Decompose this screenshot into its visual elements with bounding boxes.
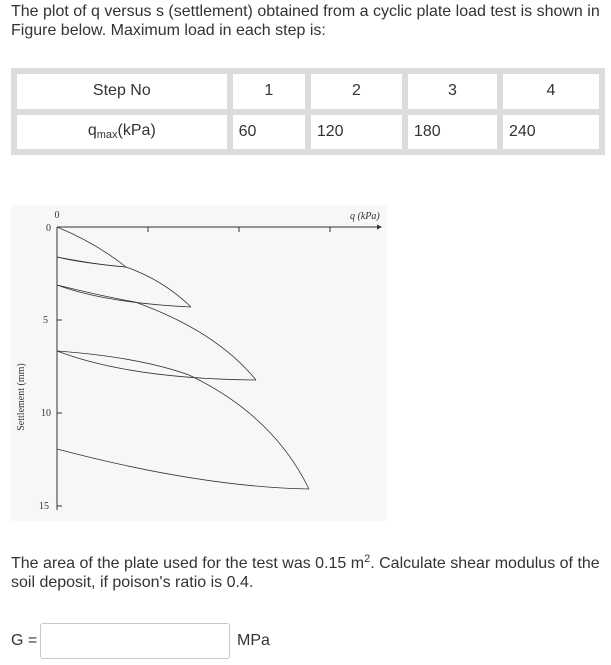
intro-text: The plot of q versus s (settlement) obtained from a cyclic plate load test is shown in Figure below. Maximum load in each step is: — [11, 3, 600, 39]
x-tick-label: 0 — [54, 210, 60, 221]
question-text-part: . Calculate shear modulus of the soil deposit, if poison's ratio is 0.4. — [11, 555, 600, 591]
step-cell: 1 — [230, 71, 308, 112]
qmax-subscript: max — [96, 129, 118, 142]
qmax-symbol: q — [87, 122, 97, 140]
y-tick-label: 5 — [43, 315, 48, 326]
y-tick-label: 10 — [41, 408, 51, 419]
answer-label: G = — [11, 632, 38, 649]
answer-row — [11, 623, 311, 661]
settlement-figure — [11, 205, 387, 521]
question-text — [11, 554, 607, 592]
step-cell: 4 — [500, 71, 602, 112]
qmax-row-label — [14, 112, 230, 153]
load-steps-table — [11, 68, 605, 155]
qmax-unit: (kPa) — [117, 122, 156, 140]
qmax-value-cell: 120 — [308, 112, 405, 153]
step-cell: 2 — [308, 71, 405, 112]
shear-modulus-input[interactable] — [40, 623, 230, 659]
qmax-value-cell: 60 — [230, 112, 308, 153]
header-step-label: Step No — [14, 71, 230, 112]
squared-superscript: 2 — [364, 553, 371, 565]
x-axis-title: q (kPa) — [350, 211, 380, 222]
table-row — [14, 112, 602, 153]
y-axis-title: Settlement (mm) — [16, 363, 27, 431]
plot-background — [11, 205, 387, 521]
y-tick-label: 0 — [46, 223, 51, 234]
qmax-value-cell: 240 — [500, 112, 602, 153]
qmax-value-cell: 180 — [405, 112, 500, 153]
question-text-part: The area of the plate used for the test was 0.15 m — [11, 555, 365, 572]
settlement-plot — [11, 205, 387, 521]
y-tick-label: 15 — [39, 501, 49, 512]
table-row — [14, 71, 602, 112]
step-cell: 3 — [405, 71, 500, 112]
answer-unit: MPa — [237, 632, 270, 649]
